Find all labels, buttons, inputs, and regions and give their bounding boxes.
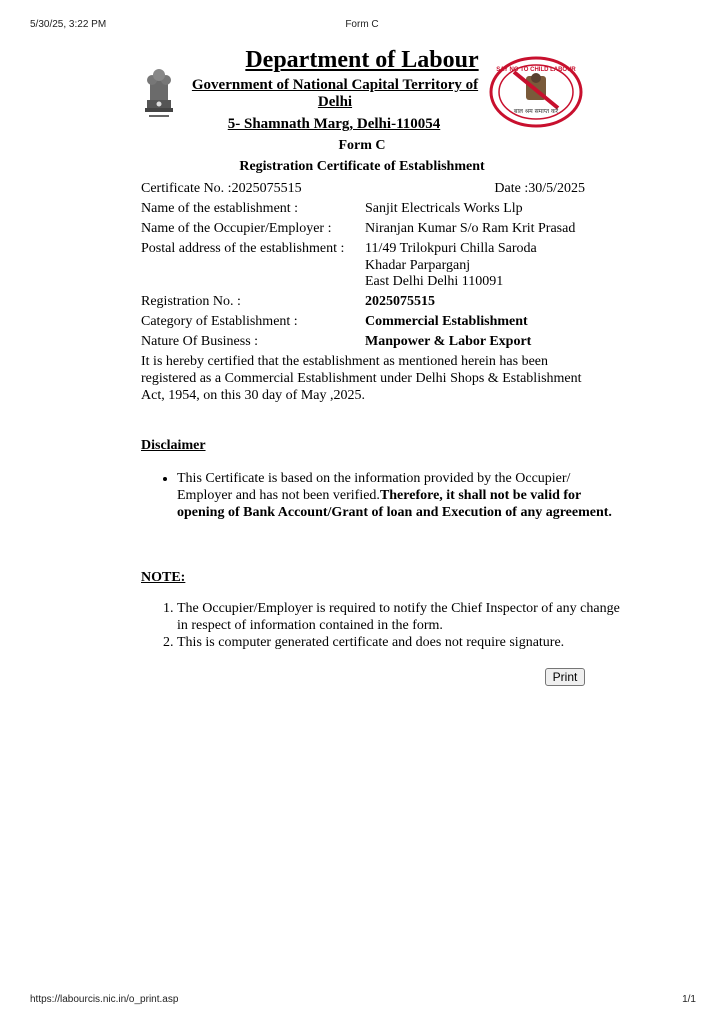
field-label: Name of the Occupier/Employer : <box>141 221 332 236</box>
page-count: 1/1 <box>682 994 696 1005</box>
field-label: Registration No. : <box>141 294 241 309</box>
badge-hindi-text: बाल श्रम समाप्त करें <box>513 108 559 115</box>
certification-statement: It is hereby certified that the establishment as mentioned herein has been registered as a Commercial Establishment under Delhi Shops & Establishment Act, 1954, on this 30 day of May ,2025. <box>141 354 582 403</box>
note-heading: NOTE: <box>141 570 186 585</box>
disclaimer-item <box>177 470 621 521</box>
department-address: 5- Shamnath Marg, Delhi-110054 <box>227 116 441 132</box>
badge-text: SAY NO TO CHILD LABOUR <box>496 67 576 73</box>
note-list <box>141 600 621 651</box>
print-date: 5/30/25, 3:22 PM <box>30 19 107 30</box>
disclaimer-list <box>141 470 621 521</box>
disclaimer-heading: Disclaimer <box>141 438 206 453</box>
field-label: Name of the establishment : <box>141 201 299 216</box>
certificate-title: Registration Certificate of Establishment <box>239 159 485 174</box>
occupier-name: Niranjan Kumar S/o Ram Krit Prasad <box>365 221 576 236</box>
certificate-number-row <box>141 180 585 197</box>
note-item: 1. The Occupier/Employer is required to notify the Chief Inspector of any change in respect of information contained in the form. <box>177 600 621 634</box>
say-no-to-child-labour-icon <box>488 56 584 128</box>
certificate-number: 2025075515 <box>231 181 302 196</box>
postal-address: 11/49 Trilokpuri Chilla Saroda Khadar Parparganj <box>365 241 537 273</box>
date-label: Date : <box>494 181 529 196</box>
establishment-name: Sanjit Electricals Works Llp <box>365 201 523 216</box>
establishment-category: Commercial Establishment <box>365 314 528 329</box>
certificate-number-label: Certificate No. : <box>141 181 232 196</box>
print-button[interactable]: Print <box>545 668 585 686</box>
nature-of-business: Manpower & Labor Export <box>365 334 532 349</box>
note-item: 2. This is computer generated certificate and does not require signature. <box>177 634 621 651</box>
print-header-title: Form C <box>345 19 379 30</box>
page-url: https://labourcis.nic.in/o_print.asp <box>30 994 179 1005</box>
postal-address-city: East Delhi Delhi 110091 <box>365 274 504 289</box>
department-title: Department of Labour <box>245 47 479 73</box>
form-name: Form C <box>338 138 386 153</box>
government-name: Government of National Capital Territory of Delhi <box>191 77 479 110</box>
certificate-date: 30/5/2025 <box>528 181 585 196</box>
field-label: Postal address of the establishment : <box>141 241 345 256</box>
field-label: Nature Of Business : <box>141 334 259 349</box>
disclaimer-warning: Therefore, it shall not be valid for opening of Bank Account/Grant of loan and Execution of any agreement. <box>177 488 612 520</box>
field-label: Category of Establishment : <box>141 314 298 329</box>
registration-number: 2025075515 <box>365 294 435 309</box>
disclaimer-text: This Certificate is based on the information provided by the Occupier/ Employer and has not been verified. <box>177 471 571 503</box>
